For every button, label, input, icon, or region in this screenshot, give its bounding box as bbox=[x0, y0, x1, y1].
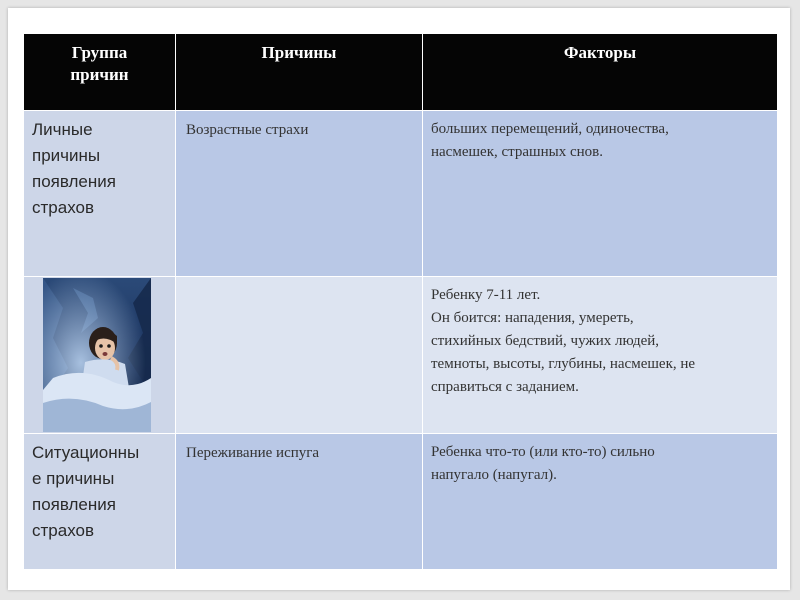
slide bbox=[8, 8, 790, 590]
factors-line: Он боится: нападения, умереть, bbox=[431, 310, 634, 326]
group-line: страхов bbox=[32, 521, 94, 540]
header-reasons-label: Причины bbox=[261, 43, 337, 62]
reason-text: Переживание испуга bbox=[186, 445, 320, 461]
factors-line: стихийных бедствий, чужих людей, bbox=[431, 333, 660, 349]
factors-cell bbox=[423, 434, 778, 570]
header-group-line: причин bbox=[70, 65, 129, 84]
group-cell bbox=[24, 434, 176, 570]
group-line: Личные bbox=[32, 120, 93, 139]
header-reasons bbox=[176, 34, 423, 111]
causes-table bbox=[23, 33, 778, 570]
reason-cell bbox=[176, 277, 423, 434]
group-line: причины bbox=[32, 146, 101, 165]
frightened-child-image bbox=[43, 278, 151, 432]
reason-cell bbox=[176, 111, 423, 277]
group-line: е причины bbox=[32, 469, 115, 488]
table-row bbox=[24, 434, 778, 570]
factors-line: больших перемещений, одиночества, bbox=[431, 121, 669, 137]
factors-line: напугало (напугал). bbox=[431, 467, 557, 483]
table-header-row bbox=[24, 34, 778, 111]
header-group-line: Группа bbox=[71, 43, 128, 62]
header-factors bbox=[423, 34, 778, 111]
group-line: появления bbox=[32, 172, 116, 191]
group-cell bbox=[24, 111, 176, 277]
factors-line: Ребенка что-то (или кто-то) сильно bbox=[431, 444, 655, 460]
group-image-cell bbox=[24, 277, 176, 434]
group-line: появления bbox=[32, 495, 116, 514]
header-factors-label: Факторы bbox=[563, 43, 637, 62]
factors-cell bbox=[423, 111, 778, 277]
header-group bbox=[24, 34, 176, 111]
reason-text: Возрастные страхи bbox=[186, 122, 309, 138]
group-line: Ситуационны bbox=[32, 443, 140, 462]
factors-line: Ребенку 7-11 лет. bbox=[431, 287, 541, 303]
factors-line: темноты, высоты, глубины, насмешек, не bbox=[431, 356, 696, 372]
table-row bbox=[24, 277, 778, 434]
group-line: страхов bbox=[32, 198, 94, 217]
table-row bbox=[24, 111, 778, 277]
factors-cell bbox=[423, 277, 778, 434]
factors-line: справиться с заданием. bbox=[431, 379, 579, 395]
factors-line: насмешек, страшных снов. bbox=[431, 144, 603, 160]
reason-cell bbox=[176, 434, 423, 570]
